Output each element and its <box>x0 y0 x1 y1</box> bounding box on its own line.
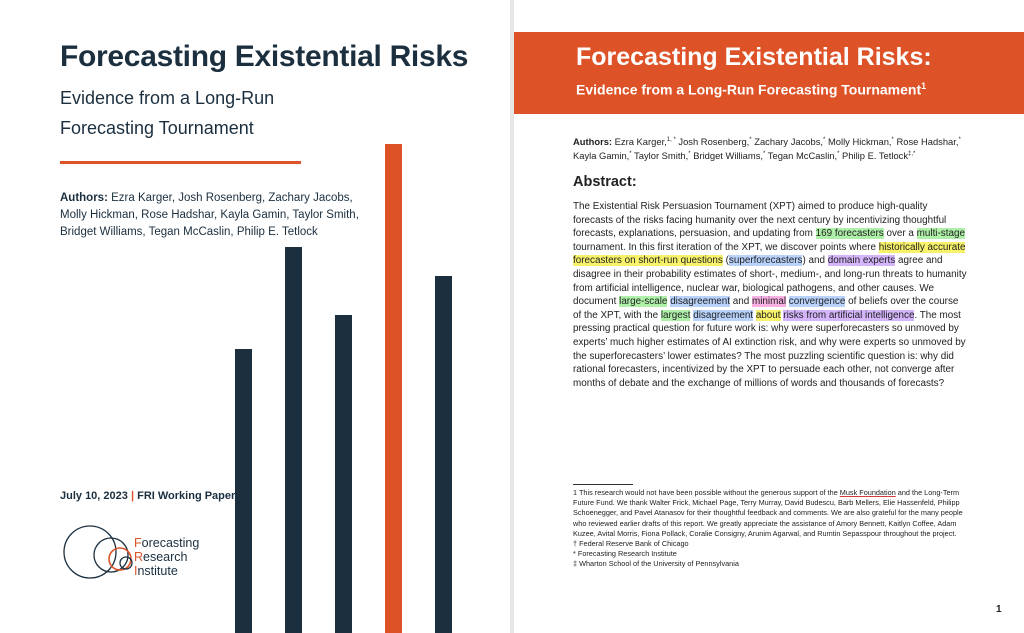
title-banner <box>514 32 1024 114</box>
footnote-1-text-rest: and the Long-Term Future Fund. We thank Walter Frick, Michael Page, Terry Murray, David Budescu, Barb Mellers, Elie Hassenfeld, Philipp Schoenegger, and Pavel Atanasov for their thoughtful feedback and comments. We are also grateful for the many people who reviewed earlier drafts of this report. We greatly appreciate the assistance of Amory Bennett, Kaitlyn Coffee, Adam Kuzee, Avital Morris, Fiona Pollack, Coralie Consigny, Arunim Agarwal, and Rumtin Sepasspour throughout the project. <box>573 488 963 538</box>
highlighted-phrase: disagreement <box>693 309 754 321</box>
footnote-double-dagger: ‡ Wharton School of the University of Pennsylvania <box>573 559 739 569</box>
abstract-text-run: tournament. In this first iteration of the XPT, we discover points where <box>573 241 879 253</box>
footnote-star: * Forecasting Research Institute <box>573 549 677 559</box>
affiliation-mark: * <box>823 137 826 143</box>
abstract-text <box>573 200 968 390</box>
logo-word-forecasting: orecasting <box>141 536 200 550</box>
highlighted-phrase: 169 forecasters <box>815 228 884 240</box>
footnotes <box>573 488 968 570</box>
article-page <box>514 0 1024 633</box>
date-separator: | <box>130 490 135 502</box>
highlighted-phrase: largest <box>660 309 691 321</box>
affiliation-mark: * <box>688 151 691 158</box>
author-name: Ezra Karger, <box>612 136 667 148</box>
cover-authors-names: Ezra Karger, Josh Rosenberg, Zachary Jacobs, Molly Hickman, Rose Hadshar, Kayla Gamin, Taylor Smith, Bridget Williams, Tegan McCaslin, Philip E. Tetlock <box>60 192 359 238</box>
author-name: Tegan McCaslin, <box>765 150 838 162</box>
highlighted-phrase: domain experts <box>827 255 896 267</box>
author-name: Zachary Jacobs, <box>751 136 824 148</box>
footnote-1-text: 1 This research would not have been possible without the generous support of the <box>573 488 840 497</box>
author-name: Molly Hickman, <box>825 136 892 148</box>
author-name: Kayla Gamin, <box>573 150 630 162</box>
decorative-bar <box>435 276 452 633</box>
abstract-text-run: . The most pressing practical question for future work is: why were superforecasters so unmoved by experts’ much higher estimates of AI extinction risk, and why were experts so unmoved by the superforecasters’ lower estimates? The most puzzling scientific question is: why did rational forecasters, incentivized by the XPT to persuade each other, not converge after months of debate and the exchange of millions of words and thousands of forecasts? <box>573 309 966 389</box>
cover-title: Forecasting Existential Risks <box>60 40 469 73</box>
affiliation-mark: * <box>763 151 766 158</box>
abstract-heading: Abstract: <box>573 174 637 190</box>
highlighted-phrase: large-scale <box>619 296 668 308</box>
logo-word-research: esearch <box>143 550 188 564</box>
article-subtitle <box>576 81 926 98</box>
article-title: Forecasting Existential Risks: <box>576 43 932 71</box>
affiliation-mark: * <box>891 137 894 143</box>
cover-authors <box>60 190 360 241</box>
musk-foundation-text: Musk Foundation <box>839 488 896 497</box>
logo-initial-f: F <box>134 536 142 550</box>
article-author-list <box>573 136 961 161</box>
decorative-bar <box>285 247 302 633</box>
cover-page <box>0 0 510 633</box>
article-authors <box>573 134 973 162</box>
highlighted-phrase: about <box>755 309 781 321</box>
decorative-bar <box>385 144 402 633</box>
footnote-mark: 1 <box>921 81 927 91</box>
affiliation-mark: ‡,* <box>908 151 916 158</box>
highlighted-phrase: convergence <box>788 296 846 308</box>
author-name: Taylor Smith, <box>631 150 689 162</box>
affiliation-mark: * <box>749 137 752 143</box>
affiliation-mark: * <box>837 151 840 158</box>
fri-circles-logo-icon <box>60 524 140 580</box>
logo-wordmark <box>134 536 199 578</box>
page-number: 1 <box>996 604 1002 615</box>
cover-date: July 10, 2023 <box>60 490 128 502</box>
footnote-dagger: † Federal Reserve Bank of Chicago <box>573 539 689 549</box>
abstract-text-run: ) and <box>802 255 828 267</box>
logo-initial-i: I <box>134 564 138 578</box>
cover-authors-label: Authors: <box>60 192 108 204</box>
affiliation-mark: * <box>958 137 961 143</box>
abstract-text-run: ( <box>722 255 729 267</box>
author-name: Josh Rosenberg, <box>675 136 750 148</box>
cover-subtitle-line-1: Evidence from a Long-Run <box>60 88 275 108</box>
decorative-bar <box>335 315 352 633</box>
logo-initial-r: R <box>134 550 144 564</box>
abstract-text-run: The Existential Risk Persuasion Tournament (XPT) aimed to produce high-quality forecasts of the risks facing humanity over the next century by incentivizing thoughtful forecasts, explanations, persuasion, and updating from <box>573 201 947 240</box>
footnote-1 <box>573 488 968 539</box>
highlighted-phrase: minimal <box>752 296 787 308</box>
affiliation-mark: 1, * <box>666 137 676 143</box>
abstract-text-run: of beliefs over the course of the XPT, with the <box>573 296 959 321</box>
highlighted-phrase: disagreement <box>670 296 731 308</box>
article-authors-label: Authors: <box>573 136 613 148</box>
abstract-text-run: and <box>730 296 752 308</box>
author-name: Bridget Williams, <box>690 150 764 162</box>
article-subtitle-text: Evidence from a Long-Run Forecasting Tournament <box>576 81 922 98</box>
author-name: Philip E. Tetlock <box>839 150 909 162</box>
cover-subtitle-line-2: Forecasting Tournament <box>60 118 254 138</box>
highlighted-phrase: superforecasters <box>728 255 803 267</box>
author-name: Rose Hadshar, <box>893 136 959 148</box>
affiliation-mark: * <box>629 151 632 158</box>
abstract-text-run: agree and disagree in their probability estimates of short-, medium-, and long-run threats to humanity from artificial intelligence, nuclear war, biological pathogens, and other causes. We document <box>573 255 967 308</box>
abstract-text-run: over a <box>883 228 917 240</box>
footnote-divider <box>573 484 633 485</box>
working-paper-label: FRI Working Paper #1 <box>137 490 251 502</box>
cover-divider <box>60 161 301 164</box>
highlighted-phrase: risks from artificial intelligence <box>783 309 915 321</box>
cover-date-line <box>60 490 251 502</box>
highlighted-phrase: historically accurate forecasters on short-run questions <box>573 241 966 267</box>
logo-word-institute: nstitute <box>137 564 178 578</box>
highlighted-phrase: multi-stage <box>916 228 965 240</box>
